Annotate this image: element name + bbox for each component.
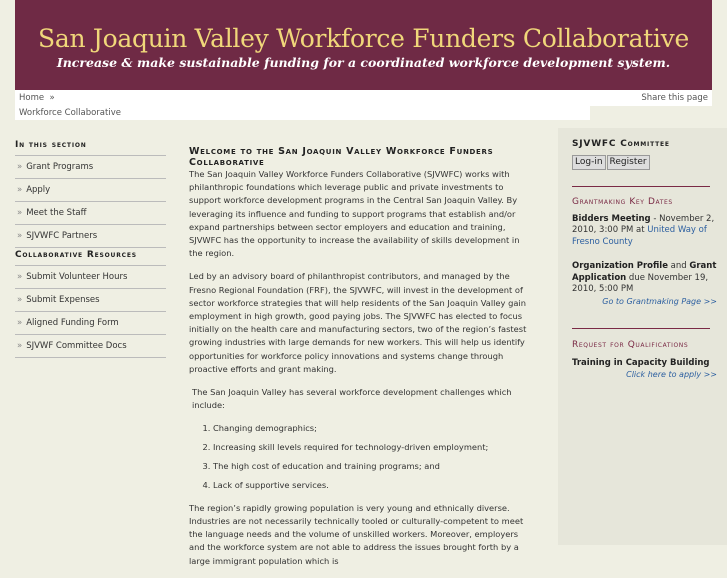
breadcrumb: [15, 90, 712, 106]
site-tagline: Increase & make sustainable funding for a coordinated workforce development system.: [56, 55, 671, 70]
nav-item-apply[interactable]: » Apply: [15, 179, 166, 202]
grant-dates: Organization Profile and Grant Application due November 19, 2010, 5:00 PM: [572, 261, 717, 294]
intro-paragraph: The San Joaquin Valley Workforce Funders Collaborative (SJVWFC) works with philanthropic foundations which leverage public and private investments to support workforce development programs in the Central San Joaquin Valley. By leveraging its influence and funding to support programs that establish and/or expand partnerships between sector employers and education and training, SJVWFC has the opportunity to increase the availability of skills development in the region.: [189, 169, 520, 259]
training-label: Training in Capacity Building: [572, 357, 710, 368]
committee-box: [572, 139, 717, 170]
site-title[interactable]: San Joaquin Valley Workforce Funders Collaborative: [38, 24, 689, 53]
rfq-title: Request for Qualifications: [572, 340, 689, 350]
population-paragraph: The region’s rapidly growing population is very young and ethnically diverse. Industries are not necessarily technically tooled or culturally-competent to meet the language needs and the volume of unskilled workers. Moreover, employers and the workforce system are not able to address the issues brought forth by a large immigrant population which is: [189, 502, 524, 566]
nav-item-expenses[interactable]: » Submit Expenses: [15, 289, 166, 312]
key-dates-title: Grantmaking Key Dates: [572, 197, 673, 207]
challenges-intro: The San Joaquin Valley has several workforce development challenges which include:: [192, 387, 512, 411]
bidders-meeting: Bidders Meeting - November 2, 2010, 3:00 PM at United Way of Fresno County: [572, 213, 715, 247]
breadcrumb-current-bar: [15, 106, 590, 120]
page-title: Welcome to the San Joaquin Valley Workforce Funders Collaborative: [189, 146, 494, 168]
apply-link[interactable]: Click here to apply >>: [626, 370, 717, 379]
breadcrumb-home[interactable]: Home »: [19, 93, 55, 103]
list-item: 3. The high cost of education and training programs; and: [213, 460, 527, 473]
divider: [572, 186, 710, 187]
nav-item-volunteer-hours[interactable]: » Submit Volunteer Hours: [15, 266, 166, 289]
breadcrumb-current[interactable]: Workforce Collaborative: [19, 108, 121, 118]
list-item: 1. Changing demographics;: [213, 422, 527, 435]
login-button[interactable]: Log-in: [572, 155, 606, 171]
rfq-box: [572, 340, 717, 381]
list-item: 4. Lack of supportive services.: [213, 479, 527, 492]
header-banner: [15, 0, 712, 90]
challenges-list: [189, 422, 527, 491]
board-paragraph: Led by an advisory board of philanthropist contributors, and managed by the Fresno Regional Foundation (FRF), the SJVWFC, will invest in the development of sector workforce strategies that will help residents of the San Joaquin Valley gain employment in high growth, good paying jobs. The SJVWFC has elected to focus initially on the health care and manufacturing sectors, two of the region’s fastest growing industries with large demands for new workers. This will help us identify opportunities for workforce policy innovations and systems change through proactive efforts and grant making.: [189, 271, 527, 374]
committee-title: SJVWFC Committee: [572, 139, 670, 149]
right-sidebar: [558, 128, 727, 545]
united-way-link[interactable]: United Way of Fresno County: [572, 225, 707, 247]
nav-item-aligned-funding[interactable]: » Aligned Funding Form: [15, 312, 166, 335]
key-dates-box: [572, 197, 717, 307]
nav-item-committee-docs[interactable]: » SJVWF Committee Docs: [15, 335, 166, 358]
nav-item-grant-programs[interactable]: » Grant Programs: [15, 156, 166, 179]
list-item: 2. Increasing skill levels required for technology-driven employment;: [213, 441, 527, 454]
left-nav: [15, 138, 166, 358]
nav-item-meet-staff[interactable]: » Meet the Staff: [15, 202, 166, 225]
main-content: [189, 146, 527, 578]
nav-section-title: In this section: [15, 138, 166, 156]
nav-section-resources-title: Collaborative Resources: [15, 248, 166, 266]
register-button[interactable]: Register: [607, 155, 650, 171]
grantmaking-page-link[interactable]: Go to Grantmaking Page >>: [602, 296, 717, 306]
divider: [572, 328, 710, 329]
share-link[interactable]: Share this page: [641, 93, 708, 103]
nav-item-partners[interactable]: » SJVWFC Partners: [15, 225, 166, 248]
